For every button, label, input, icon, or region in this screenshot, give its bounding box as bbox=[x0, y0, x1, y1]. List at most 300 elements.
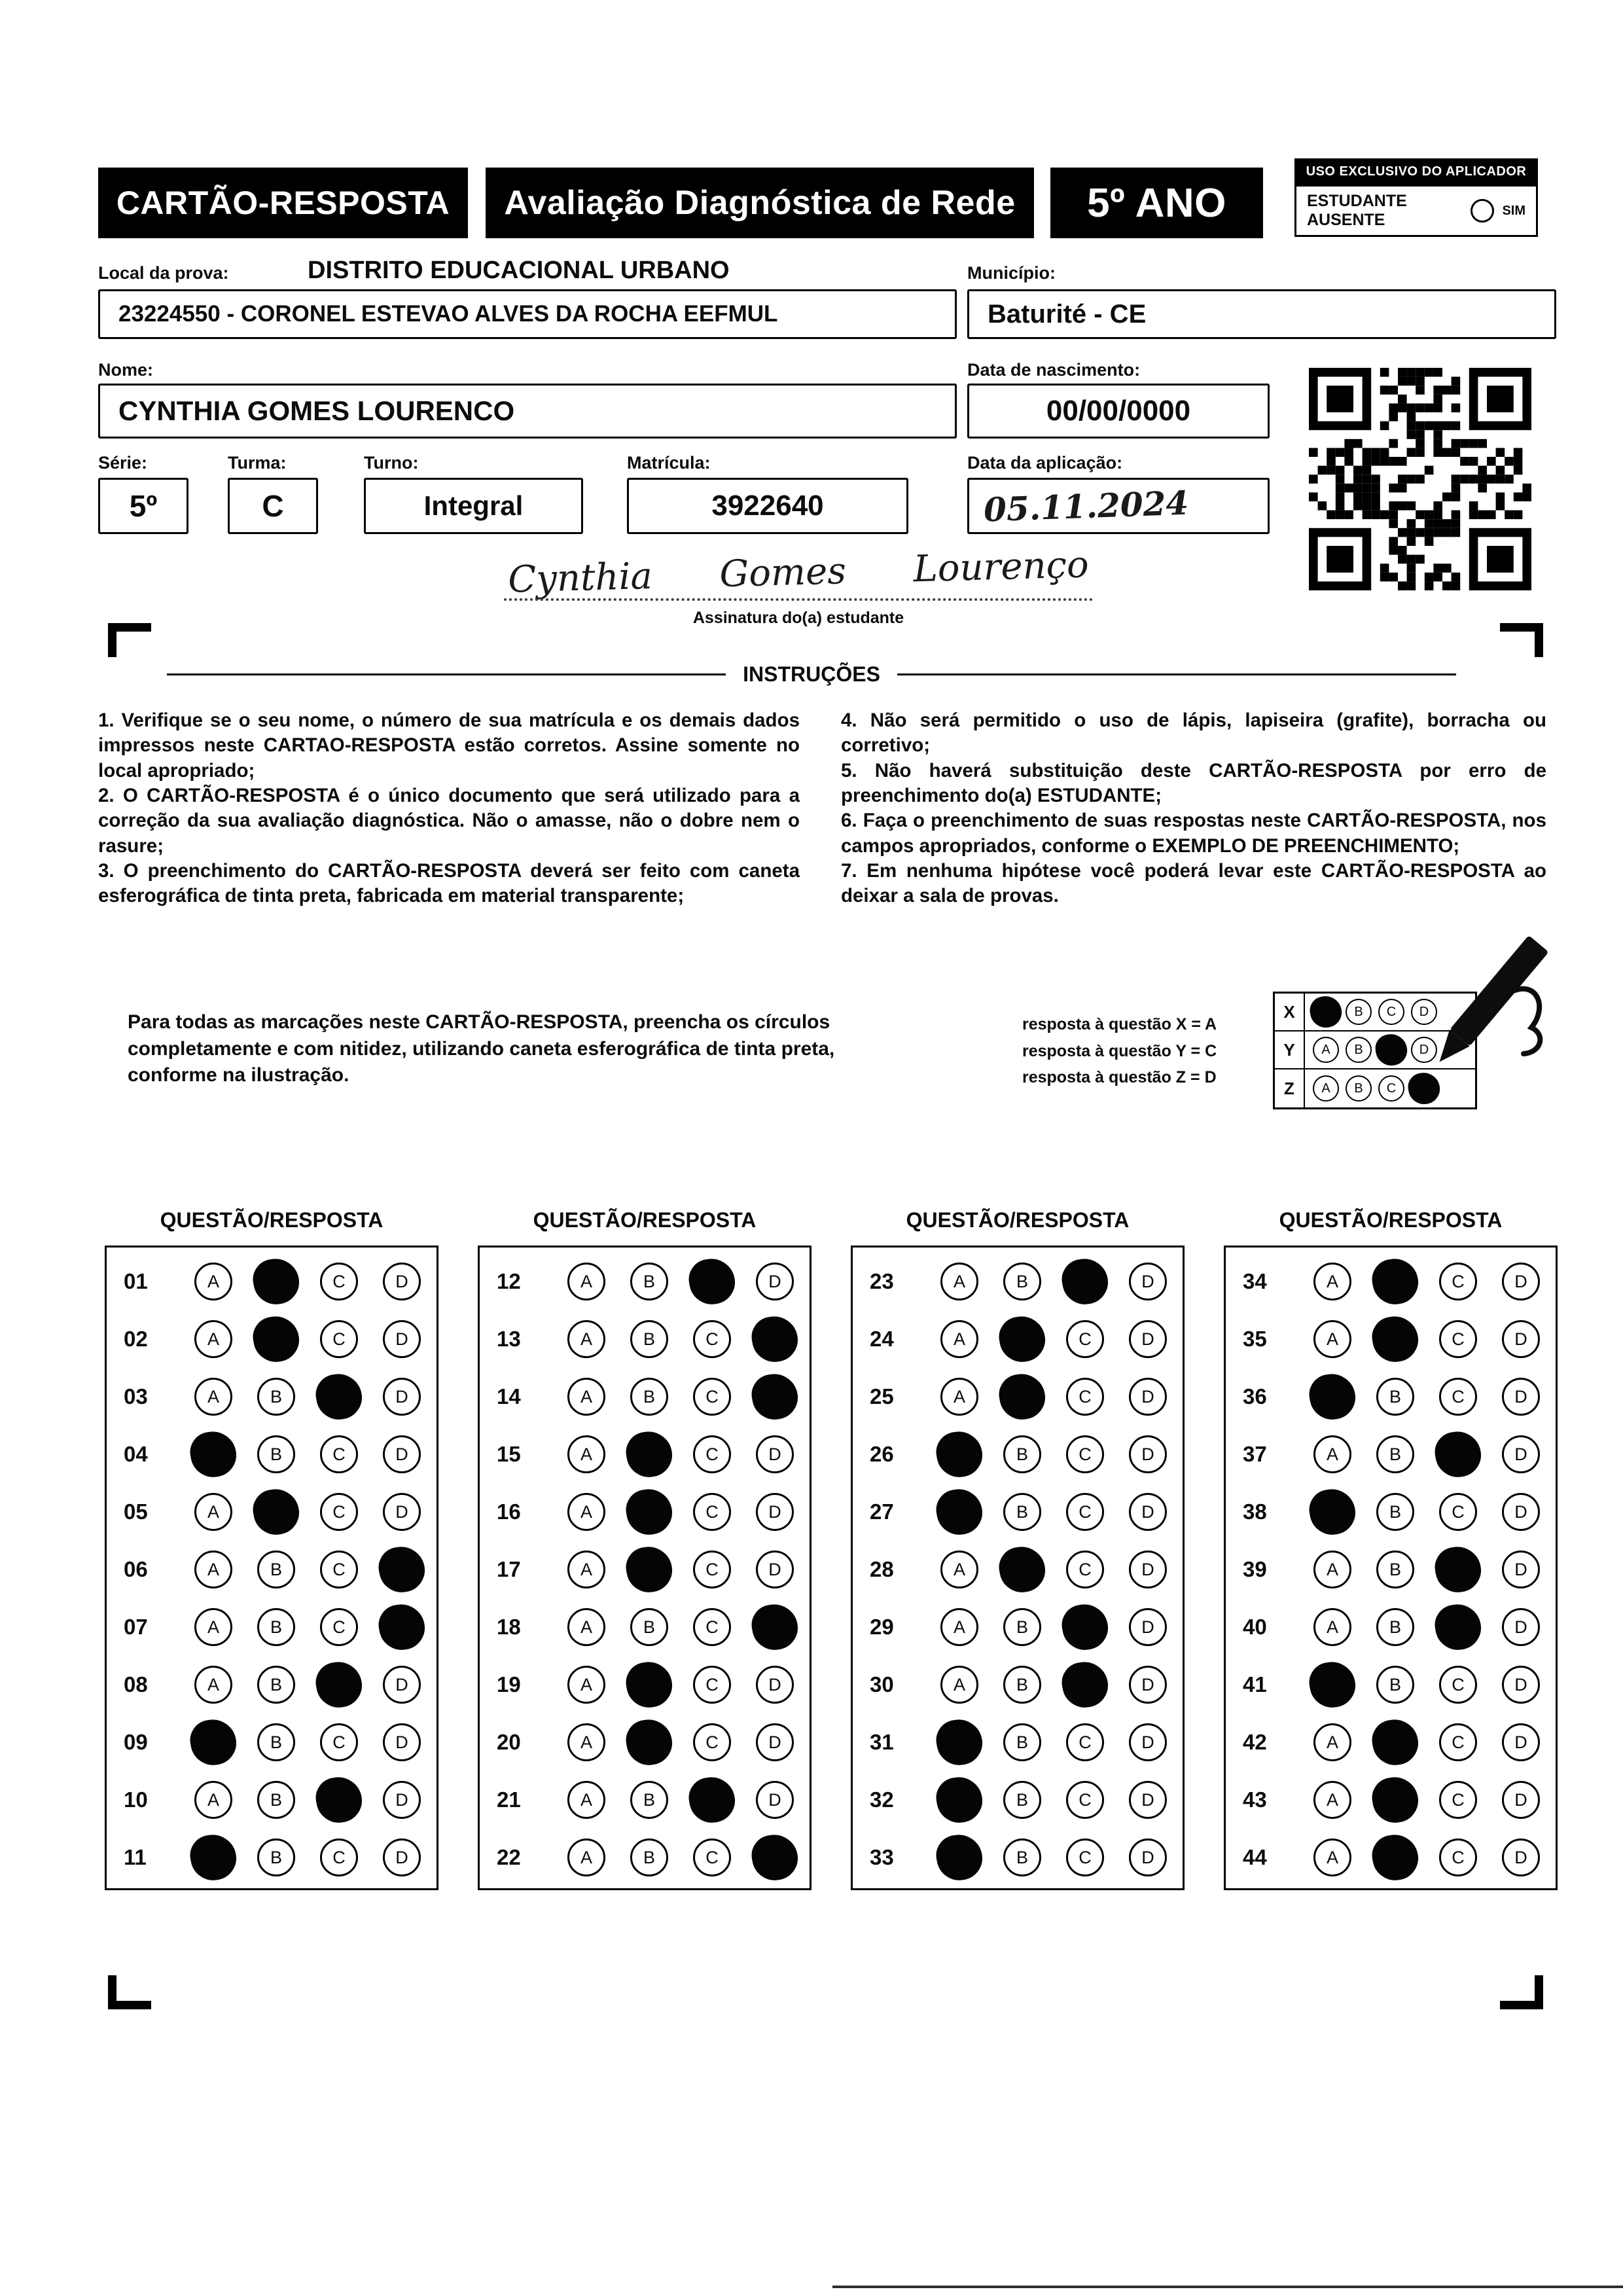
question-number: 26 bbox=[870, 1442, 894, 1466]
bubble-40-c-marked[interactable] bbox=[1432, 1601, 1485, 1654]
instruction-item: 7. Em nenhuma hipótese você poderá levar este CARTÃO-RESPOSTA ao deixar a sala de provas. bbox=[841, 860, 1546, 907]
bubble-01-a[interactable]: A bbox=[194, 1263, 232, 1300]
bubble-28-b-marked[interactable] bbox=[996, 1543, 1049, 1596]
bubble-43-a[interactable]: A bbox=[1313, 1781, 1351, 1819]
bubble-37-d[interactable]: D bbox=[1502, 1435, 1540, 1473]
question-number: 41 bbox=[1243, 1672, 1267, 1696]
bubble-05-d[interactable]: D bbox=[383, 1493, 421, 1531]
bubble-36-c[interactable]: C bbox=[1439, 1378, 1477, 1416]
bubble-12-c-marked[interactable] bbox=[686, 1255, 739, 1308]
answer-row-43 bbox=[1226, 1771, 1556, 1829]
bubble-37-c-marked[interactable] bbox=[1432, 1428, 1485, 1481]
bubble-29-a[interactable]: A bbox=[940, 1608, 978, 1646]
student-signature: Cynthia Gomes Lourenço bbox=[507, 543, 1090, 601]
bubble-18-d-marked[interactable] bbox=[749, 1601, 802, 1654]
signature-line bbox=[504, 576, 1093, 601]
question-number: 19 bbox=[497, 1672, 521, 1696]
question-number: 37 bbox=[1243, 1442, 1267, 1466]
bubble-23-c-marked[interactable] bbox=[1059, 1255, 1112, 1308]
bubble-29-c-marked[interactable] bbox=[1059, 1601, 1112, 1654]
bubble-15-d[interactable]: D bbox=[756, 1435, 794, 1473]
answer-column-4 bbox=[1224, 1246, 1558, 1890]
example-key: X bbox=[1275, 994, 1305, 1030]
bubble-23-b[interactable]: B bbox=[1003, 1263, 1041, 1300]
bubble-29-d[interactable]: D bbox=[1129, 1608, 1167, 1646]
bubble-12-d[interactable]: D bbox=[756, 1263, 794, 1300]
answer-row-36 bbox=[1226, 1368, 1556, 1426]
bubble-04-d[interactable]: D bbox=[383, 1435, 421, 1473]
bubble-10-a[interactable]: A bbox=[194, 1781, 232, 1819]
bubble-07-a[interactable]: A bbox=[194, 1608, 232, 1646]
bubble-06-b[interactable]: B bbox=[257, 1551, 295, 1588]
bubble-36-a-marked[interactable] bbox=[1306, 1371, 1359, 1424]
answer-row-17 bbox=[480, 1541, 810, 1598]
bubble-33-c[interactable]: C bbox=[1066, 1839, 1104, 1876]
bubble-28-a[interactable]: A bbox=[940, 1551, 978, 1588]
question-number: 17 bbox=[497, 1557, 521, 1581]
bubble-01-c[interactable]: C bbox=[320, 1263, 358, 1300]
answer-row-09 bbox=[107, 1713, 437, 1771]
bubble-38-a-marked[interactable] bbox=[1306, 1486, 1359, 1539]
answer-row-23 bbox=[853, 1253, 1183, 1310]
question-number: 03 bbox=[124, 1384, 148, 1408]
bubble-09-b[interactable]: B bbox=[257, 1723, 295, 1761]
answer-row-44 bbox=[1226, 1829, 1556, 1886]
bubble-26-b[interactable]: B bbox=[1003, 1435, 1041, 1473]
signature-label: Assinatura do(a) estudante bbox=[692, 609, 904, 627]
bubble-08-d[interactable]: D bbox=[383, 1666, 421, 1704]
bubble-09-c[interactable]: C bbox=[320, 1723, 358, 1761]
applicator-box bbox=[1294, 158, 1538, 237]
question-number: 22 bbox=[497, 1845, 521, 1869]
answer-row-33 bbox=[853, 1829, 1183, 1886]
bubble-33-a-marked[interactable] bbox=[933, 1831, 986, 1884]
answer-row-06 bbox=[107, 1541, 437, 1598]
bubble-37-a[interactable]: A bbox=[1313, 1435, 1351, 1473]
bubble-31-d[interactable]: D bbox=[1129, 1723, 1167, 1761]
bubble-36-b[interactable]: B bbox=[1376, 1378, 1414, 1416]
bubble-10-b[interactable]: B bbox=[257, 1781, 295, 1819]
question-number: 25 bbox=[870, 1384, 894, 1408]
filling-note: Para todas as marcações neste CARTÃO-RESPOSTA, preencha os círculos completamente e com nitidez, utilizando caneta esferográfica de tinta preta, conforme na ilustração. bbox=[128, 1011, 835, 1086]
bubble-44-a[interactable]: A bbox=[1313, 1839, 1351, 1876]
bubble-11-c[interactable]: C bbox=[320, 1839, 358, 1876]
scan-artifact-line bbox=[832, 2286, 1623, 2288]
answer-row-31 bbox=[853, 1713, 1183, 1771]
bubble-44-c[interactable]: C bbox=[1439, 1839, 1477, 1876]
bubble-30-c-marked[interactable] bbox=[1059, 1659, 1112, 1712]
answer-row-25 bbox=[853, 1368, 1183, 1426]
bubble-25-d[interactable]: D bbox=[1129, 1378, 1167, 1416]
aplicacao-label: Data da aplicação: bbox=[967, 453, 1123, 473]
bubble-35-b-marked[interactable] bbox=[1369, 1313, 1422, 1366]
instruction-item: 5. Não haverá substituição deste CARTÃO-RESPOSTA por erro de preenchimento do(a) ESTUDANTE; bbox=[841, 759, 1546, 807]
question-number: 31 bbox=[870, 1730, 894, 1754]
bubble-31-b[interactable]: B bbox=[1003, 1723, 1041, 1761]
turno-label: Turno: bbox=[364, 453, 419, 473]
bubble-14-c[interactable]: C bbox=[693, 1378, 731, 1416]
bubble-01-d[interactable]: D bbox=[383, 1263, 421, 1300]
bubble-21-d[interactable]: D bbox=[756, 1781, 794, 1819]
bubble-05-c[interactable]: C bbox=[320, 1493, 358, 1531]
bubble-23-a[interactable]: A bbox=[940, 1263, 978, 1300]
answer-row-10 bbox=[107, 1771, 437, 1829]
question-number: 32 bbox=[870, 1787, 894, 1812]
question-number: 38 bbox=[1243, 1499, 1267, 1524]
school-field: 23224550 - CORONEL ESTEVAO ALVES DA ROCHA EEFMUL bbox=[98, 289, 957, 339]
absent-option-circle[interactable] bbox=[1471, 199, 1494, 223]
bubble-32-a-marked[interactable] bbox=[933, 1774, 986, 1827]
answer-row-04 bbox=[107, 1426, 437, 1483]
answer-column-3 bbox=[851, 1246, 1185, 1890]
answer-row-42 bbox=[1226, 1713, 1556, 1771]
bubble-24-c[interactable]: C bbox=[1066, 1320, 1104, 1358]
assessment-title: Avaliação Diagnóstica de Rede bbox=[486, 168, 1034, 238]
bubble-05-a[interactable]: A bbox=[194, 1493, 232, 1531]
example-bubble-c: C bbox=[1378, 1075, 1404, 1102]
turma-field: C bbox=[228, 478, 318, 534]
aplicacao-field bbox=[967, 478, 1270, 534]
example-bubble-d: D bbox=[1411, 999, 1437, 1025]
qr-code bbox=[1309, 368, 1531, 590]
example-label: resposta à questão Y = C bbox=[1022, 1041, 1217, 1060]
nascimento-label: Data de nascimento: bbox=[967, 360, 1141, 380]
bubble-30-d[interactable]: D bbox=[1129, 1666, 1167, 1704]
bubble-03-a[interactable]: A bbox=[194, 1378, 232, 1416]
bubble-24-a[interactable]: A bbox=[940, 1320, 978, 1358]
bubble-43-d[interactable]: D bbox=[1502, 1781, 1540, 1819]
bubble-16-d[interactable]: D bbox=[756, 1493, 794, 1531]
question-number: 04 bbox=[124, 1442, 148, 1466]
bubble-40-d[interactable]: D bbox=[1502, 1608, 1540, 1646]
bubble-34-b-marked[interactable] bbox=[1369, 1255, 1422, 1308]
bubble-11-a-marked[interactable] bbox=[187, 1831, 240, 1884]
registration-mark-bottom-left bbox=[108, 1975, 151, 2009]
serie-label: Série: bbox=[98, 453, 148, 473]
example-bubble-b: B bbox=[1346, 1075, 1372, 1102]
aplicacao-handwritten-date: 05.11.2024 bbox=[983, 483, 1190, 529]
bubble-42-a[interactable]: A bbox=[1313, 1723, 1351, 1761]
bubble-43-c[interactable]: C bbox=[1439, 1781, 1477, 1819]
bubble-35-c[interactable]: C bbox=[1439, 1320, 1477, 1358]
bubble-14-d-marked[interactable] bbox=[749, 1371, 802, 1424]
bubble-27-b[interactable]: B bbox=[1003, 1493, 1041, 1531]
example-bubble-a: A bbox=[1313, 1037, 1339, 1063]
bubble-41-d[interactable]: D bbox=[1502, 1666, 1540, 1704]
bubble-10-c-marked[interactable] bbox=[313, 1774, 366, 1827]
column-header-3: QUESTÃO/RESPOSTA bbox=[906, 1208, 1130, 1232]
question-number: 40 bbox=[1243, 1615, 1267, 1639]
bubble-41-a-marked[interactable] bbox=[1306, 1659, 1359, 1712]
bubble-11-b[interactable]: B bbox=[257, 1839, 295, 1876]
bubble-03-b[interactable]: B bbox=[257, 1378, 295, 1416]
bubble-44-d[interactable]: D bbox=[1502, 1839, 1540, 1876]
bubble-39-c-marked[interactable] bbox=[1432, 1543, 1485, 1596]
question-number: 09 bbox=[124, 1730, 148, 1754]
bubble-25-b-marked[interactable] bbox=[996, 1371, 1049, 1424]
bubble-24-d[interactable]: D bbox=[1129, 1320, 1167, 1358]
bubble-18-c[interactable]: C bbox=[693, 1608, 731, 1646]
answer-row-40 bbox=[1226, 1598, 1556, 1656]
bubble-26-a-marked[interactable] bbox=[933, 1428, 986, 1481]
bubble-43-b-marked[interactable] bbox=[1369, 1774, 1422, 1827]
bubble-40-a[interactable]: A bbox=[1313, 1608, 1351, 1646]
bubble-41-c[interactable]: C bbox=[1439, 1666, 1477, 1704]
bubble-05-b-marked[interactable] bbox=[250, 1486, 303, 1539]
bubble-07-b[interactable]: B bbox=[257, 1608, 295, 1646]
column-header-2: QUESTÃO/RESPOSTA bbox=[533, 1208, 757, 1232]
bubble-15-a[interactable]: A bbox=[567, 1435, 605, 1473]
bubble-35-a[interactable]: A bbox=[1313, 1320, 1351, 1358]
question-number: 05 bbox=[124, 1499, 148, 1524]
bubble-22-b[interactable]: B bbox=[630, 1839, 668, 1876]
bubble-16-b-marked[interactable] bbox=[623, 1486, 676, 1539]
bubble-22-a[interactable]: A bbox=[567, 1839, 605, 1876]
bubble-14-b[interactable]: B bbox=[630, 1378, 668, 1416]
bubble-32-b[interactable]: B bbox=[1003, 1781, 1041, 1819]
bubble-02-d[interactable]: D bbox=[383, 1320, 421, 1358]
example-label: resposta à questão Z = D bbox=[1022, 1068, 1217, 1086]
bubble-39-d[interactable]: D bbox=[1502, 1551, 1540, 1588]
bubble-24-b-marked[interactable] bbox=[996, 1313, 1049, 1366]
bubble-20-c[interactable]: C bbox=[693, 1723, 731, 1761]
bubble-28-c[interactable]: C bbox=[1066, 1551, 1104, 1588]
answer-row-08 bbox=[107, 1656, 437, 1713]
bubble-18-a[interactable]: A bbox=[567, 1608, 605, 1646]
question-number: 30 bbox=[870, 1672, 894, 1696]
answer-row-26 bbox=[853, 1426, 1183, 1483]
bubble-25-a[interactable]: A bbox=[940, 1378, 978, 1416]
bubble-42-d[interactable]: D bbox=[1502, 1723, 1540, 1761]
registration-mark-bottom-right bbox=[1500, 1975, 1543, 2009]
example-bubble-d: D bbox=[1411, 1037, 1437, 1063]
bubble-12-b[interactable]: B bbox=[630, 1263, 668, 1300]
bubble-42-b-marked[interactable] bbox=[1369, 1716, 1422, 1769]
bubble-06-a[interactable]: A bbox=[194, 1551, 232, 1588]
bubble-19-b-marked[interactable] bbox=[623, 1659, 676, 1712]
bubble-20-b-marked[interactable] bbox=[623, 1716, 676, 1769]
instructions-rule-left bbox=[167, 673, 726, 675]
bubble-19-a[interactable]: A bbox=[567, 1666, 605, 1704]
bubble-21-b[interactable]: B bbox=[630, 1781, 668, 1819]
bubble-16-c[interactable]: C bbox=[693, 1493, 731, 1531]
turno-field: Integral bbox=[364, 478, 583, 534]
answer-row-37 bbox=[1226, 1426, 1556, 1483]
bubble-17-b-marked[interactable] bbox=[623, 1543, 676, 1596]
bubble-06-d-marked[interactable] bbox=[376, 1543, 429, 1596]
bubble-42-c[interactable]: C bbox=[1439, 1723, 1477, 1761]
instruction-item: 6. Faça o preenchimento de suas respostas neste CARTÃO-RESPOSTA, nos campos apropriados, conforme o EXEMPLO DE PREENCHIMENTO; bbox=[841, 810, 1546, 857]
bubble-19-c[interactable]: C bbox=[693, 1666, 731, 1704]
bubble-38-b[interactable]: B bbox=[1376, 1493, 1414, 1531]
question-number: 20 bbox=[497, 1730, 521, 1754]
bubble-38-d[interactable]: D bbox=[1502, 1493, 1540, 1531]
bubble-33-b[interactable]: B bbox=[1003, 1839, 1041, 1876]
bubble-27-d[interactable]: D bbox=[1129, 1493, 1167, 1531]
bubble-34-d[interactable]: D bbox=[1502, 1263, 1540, 1300]
nome-label: Nome: bbox=[98, 360, 154, 380]
answer-column-1 bbox=[105, 1246, 438, 1890]
bubble-29-b[interactable]: B bbox=[1003, 1608, 1041, 1646]
bubble-39-b[interactable]: B bbox=[1376, 1551, 1414, 1588]
bubble-17-a[interactable]: A bbox=[567, 1551, 605, 1588]
instruction-item: 4. Não será permitido o uso de lápis, lapiseira (grafite), borracha ou corretivo; bbox=[841, 709, 1546, 757]
bubble-03-c-marked[interactable] bbox=[313, 1371, 366, 1424]
bubble-21-c-marked[interactable] bbox=[686, 1774, 739, 1827]
bubble-15-c[interactable]: C bbox=[693, 1435, 731, 1473]
answer-row-02 bbox=[107, 1310, 437, 1368]
bubble-13-d-marked[interactable] bbox=[749, 1313, 802, 1366]
bubble-22-c[interactable]: C bbox=[693, 1839, 731, 1876]
instructions-heading: INSTRUÇÕES bbox=[743, 662, 880, 686]
example-key: Y bbox=[1275, 1031, 1305, 1068]
example-labels bbox=[1022, 1011, 1264, 1091]
bubble-34-c[interactable]: C bbox=[1439, 1263, 1477, 1300]
answer-row-15 bbox=[480, 1426, 810, 1483]
instructions-left bbox=[98, 708, 800, 909]
bubble-15-b-marked[interactable] bbox=[623, 1428, 676, 1481]
student-absent-row bbox=[1294, 185, 1538, 237]
question-number: 24 bbox=[870, 1327, 894, 1351]
bubble-26-d[interactable]: D bbox=[1129, 1435, 1167, 1473]
bubble-02-a[interactable]: A bbox=[194, 1320, 232, 1358]
bubble-09-d[interactable]: D bbox=[383, 1723, 421, 1761]
question-number: 18 bbox=[497, 1615, 521, 1639]
bubble-37-b[interactable]: B bbox=[1376, 1435, 1414, 1473]
question-number: 01 bbox=[124, 1269, 148, 1293]
bubble-10-d[interactable]: D bbox=[383, 1781, 421, 1819]
example-key: Z bbox=[1275, 1069, 1305, 1107]
instructions-right bbox=[841, 708, 1546, 909]
answer-row-34 bbox=[1226, 1253, 1556, 1310]
bubble-32-d[interactable]: D bbox=[1129, 1781, 1167, 1819]
bubble-14-a[interactable]: A bbox=[567, 1378, 605, 1416]
bubble-11-d[interactable]: D bbox=[383, 1839, 421, 1876]
answer-column-2 bbox=[478, 1246, 812, 1890]
bubble-08-a[interactable]: A bbox=[194, 1666, 232, 1704]
bubble-25-c[interactable]: C bbox=[1066, 1378, 1104, 1416]
bubble-13-a[interactable]: A bbox=[567, 1320, 605, 1358]
bubble-07-d-marked[interactable] bbox=[376, 1601, 429, 1654]
bubble-07-c[interactable]: C bbox=[320, 1608, 358, 1646]
matricula-field: 3922640 bbox=[627, 478, 908, 534]
bubble-04-a-marked[interactable] bbox=[187, 1428, 240, 1481]
bubble-27-c[interactable]: C bbox=[1066, 1493, 1104, 1531]
bubble-08-b[interactable]: B bbox=[257, 1666, 295, 1704]
bubble-21-a[interactable]: A bbox=[567, 1781, 605, 1819]
bubble-30-a[interactable]: A bbox=[940, 1666, 978, 1704]
nascimento-field: 00/00/0000 bbox=[967, 384, 1270, 439]
bubble-01-b-marked[interactable] bbox=[250, 1255, 303, 1308]
bubble-18-b[interactable]: B bbox=[630, 1608, 668, 1646]
question-number: 33 bbox=[870, 1845, 894, 1869]
bubble-26-c[interactable]: C bbox=[1066, 1435, 1104, 1473]
instructions-rule-right bbox=[897, 673, 1456, 675]
bubble-31-a-marked[interactable] bbox=[933, 1716, 986, 1769]
bubble-28-d[interactable]: D bbox=[1129, 1551, 1167, 1588]
bubble-02-b-marked[interactable] bbox=[250, 1313, 303, 1366]
bubble-09-a-marked[interactable] bbox=[187, 1716, 240, 1769]
absent-option-label: SIM bbox=[1502, 203, 1525, 218]
bubble-02-c[interactable]: C bbox=[320, 1320, 358, 1358]
answer-row-13 bbox=[480, 1310, 810, 1368]
question-number: 35 bbox=[1243, 1327, 1267, 1351]
question-number: 44 bbox=[1243, 1845, 1267, 1869]
bubble-20-d[interactable]: D bbox=[756, 1723, 794, 1761]
bubble-34-a[interactable]: A bbox=[1313, 1263, 1351, 1300]
bubble-17-d[interactable]: D bbox=[756, 1551, 794, 1588]
answer-row-38 bbox=[1226, 1483, 1556, 1541]
bubble-03-d[interactable]: D bbox=[383, 1378, 421, 1416]
bubble-17-c[interactable]: C bbox=[693, 1551, 731, 1588]
bubble-32-c[interactable]: C bbox=[1066, 1781, 1104, 1819]
question-number: 14 bbox=[497, 1384, 521, 1408]
bubble-04-b[interactable]: B bbox=[257, 1435, 295, 1473]
bubble-06-c[interactable]: C bbox=[320, 1551, 358, 1588]
bubble-44-b-marked[interactable] bbox=[1369, 1831, 1422, 1884]
answer-row-11 bbox=[107, 1829, 437, 1886]
answer-row-28 bbox=[853, 1541, 1183, 1598]
question-number: 13 bbox=[497, 1327, 521, 1351]
local-da-prova-label: Local da prova: bbox=[98, 263, 229, 283]
answer-row-22 bbox=[480, 1829, 810, 1886]
bubble-30-b[interactable]: B bbox=[1003, 1666, 1041, 1704]
bubble-40-b[interactable]: B bbox=[1376, 1608, 1414, 1646]
answer-row-27 bbox=[853, 1483, 1183, 1541]
question-number: 39 bbox=[1243, 1557, 1267, 1581]
question-number: 11 bbox=[124, 1845, 147, 1869]
bubble-39-a[interactable]: A bbox=[1313, 1551, 1351, 1588]
question-number: 23 bbox=[870, 1269, 894, 1293]
bubble-12-a[interactable]: A bbox=[567, 1263, 605, 1300]
local-da-prova-value: DISTRITO EDUCACIONAL URBANO bbox=[308, 257, 730, 284]
bubble-35-d[interactable]: D bbox=[1502, 1320, 1540, 1358]
question-number: 08 bbox=[124, 1672, 148, 1696]
bubble-13-b[interactable]: B bbox=[630, 1320, 668, 1358]
question-number: 10 bbox=[124, 1787, 148, 1812]
bubble-41-b[interactable]: B bbox=[1376, 1666, 1414, 1704]
question-number: 06 bbox=[124, 1557, 148, 1581]
bubble-16-a[interactable]: A bbox=[567, 1493, 605, 1531]
answer-row-21 bbox=[480, 1771, 810, 1829]
bubble-33-d[interactable]: D bbox=[1129, 1839, 1167, 1876]
bubble-23-d[interactable]: D bbox=[1129, 1263, 1167, 1300]
example-label: resposta à questão X = A bbox=[1022, 1015, 1217, 1033]
instructions-header bbox=[167, 662, 1456, 687]
bubble-04-c[interactable]: C bbox=[320, 1435, 358, 1473]
bubble-20-a[interactable]: A bbox=[567, 1723, 605, 1761]
answer-row-20 bbox=[480, 1713, 810, 1771]
bubble-19-d[interactable]: D bbox=[756, 1666, 794, 1704]
question-number: 29 bbox=[870, 1615, 894, 1639]
bubble-13-c[interactable]: C bbox=[693, 1320, 731, 1358]
bubble-27-a-marked[interactable] bbox=[933, 1486, 986, 1539]
example-bubble-b: B bbox=[1346, 1037, 1372, 1063]
question-number: 02 bbox=[124, 1327, 148, 1351]
answer-row-12 bbox=[480, 1253, 810, 1310]
question-number: 43 bbox=[1243, 1787, 1267, 1812]
answer-row-30 bbox=[853, 1656, 1183, 1713]
bubble-31-c[interactable]: C bbox=[1066, 1723, 1104, 1761]
question-number: 07 bbox=[124, 1615, 148, 1639]
bubble-36-d[interactable]: D bbox=[1502, 1378, 1540, 1416]
bubble-38-c[interactable]: C bbox=[1439, 1493, 1477, 1531]
answer-row-39 bbox=[1226, 1541, 1556, 1598]
question-number: 21 bbox=[497, 1787, 521, 1812]
bubble-08-c-marked[interactable] bbox=[313, 1659, 366, 1712]
bubble-22-d-marked[interactable] bbox=[749, 1831, 802, 1884]
example-bubble-c: C bbox=[1378, 999, 1404, 1025]
